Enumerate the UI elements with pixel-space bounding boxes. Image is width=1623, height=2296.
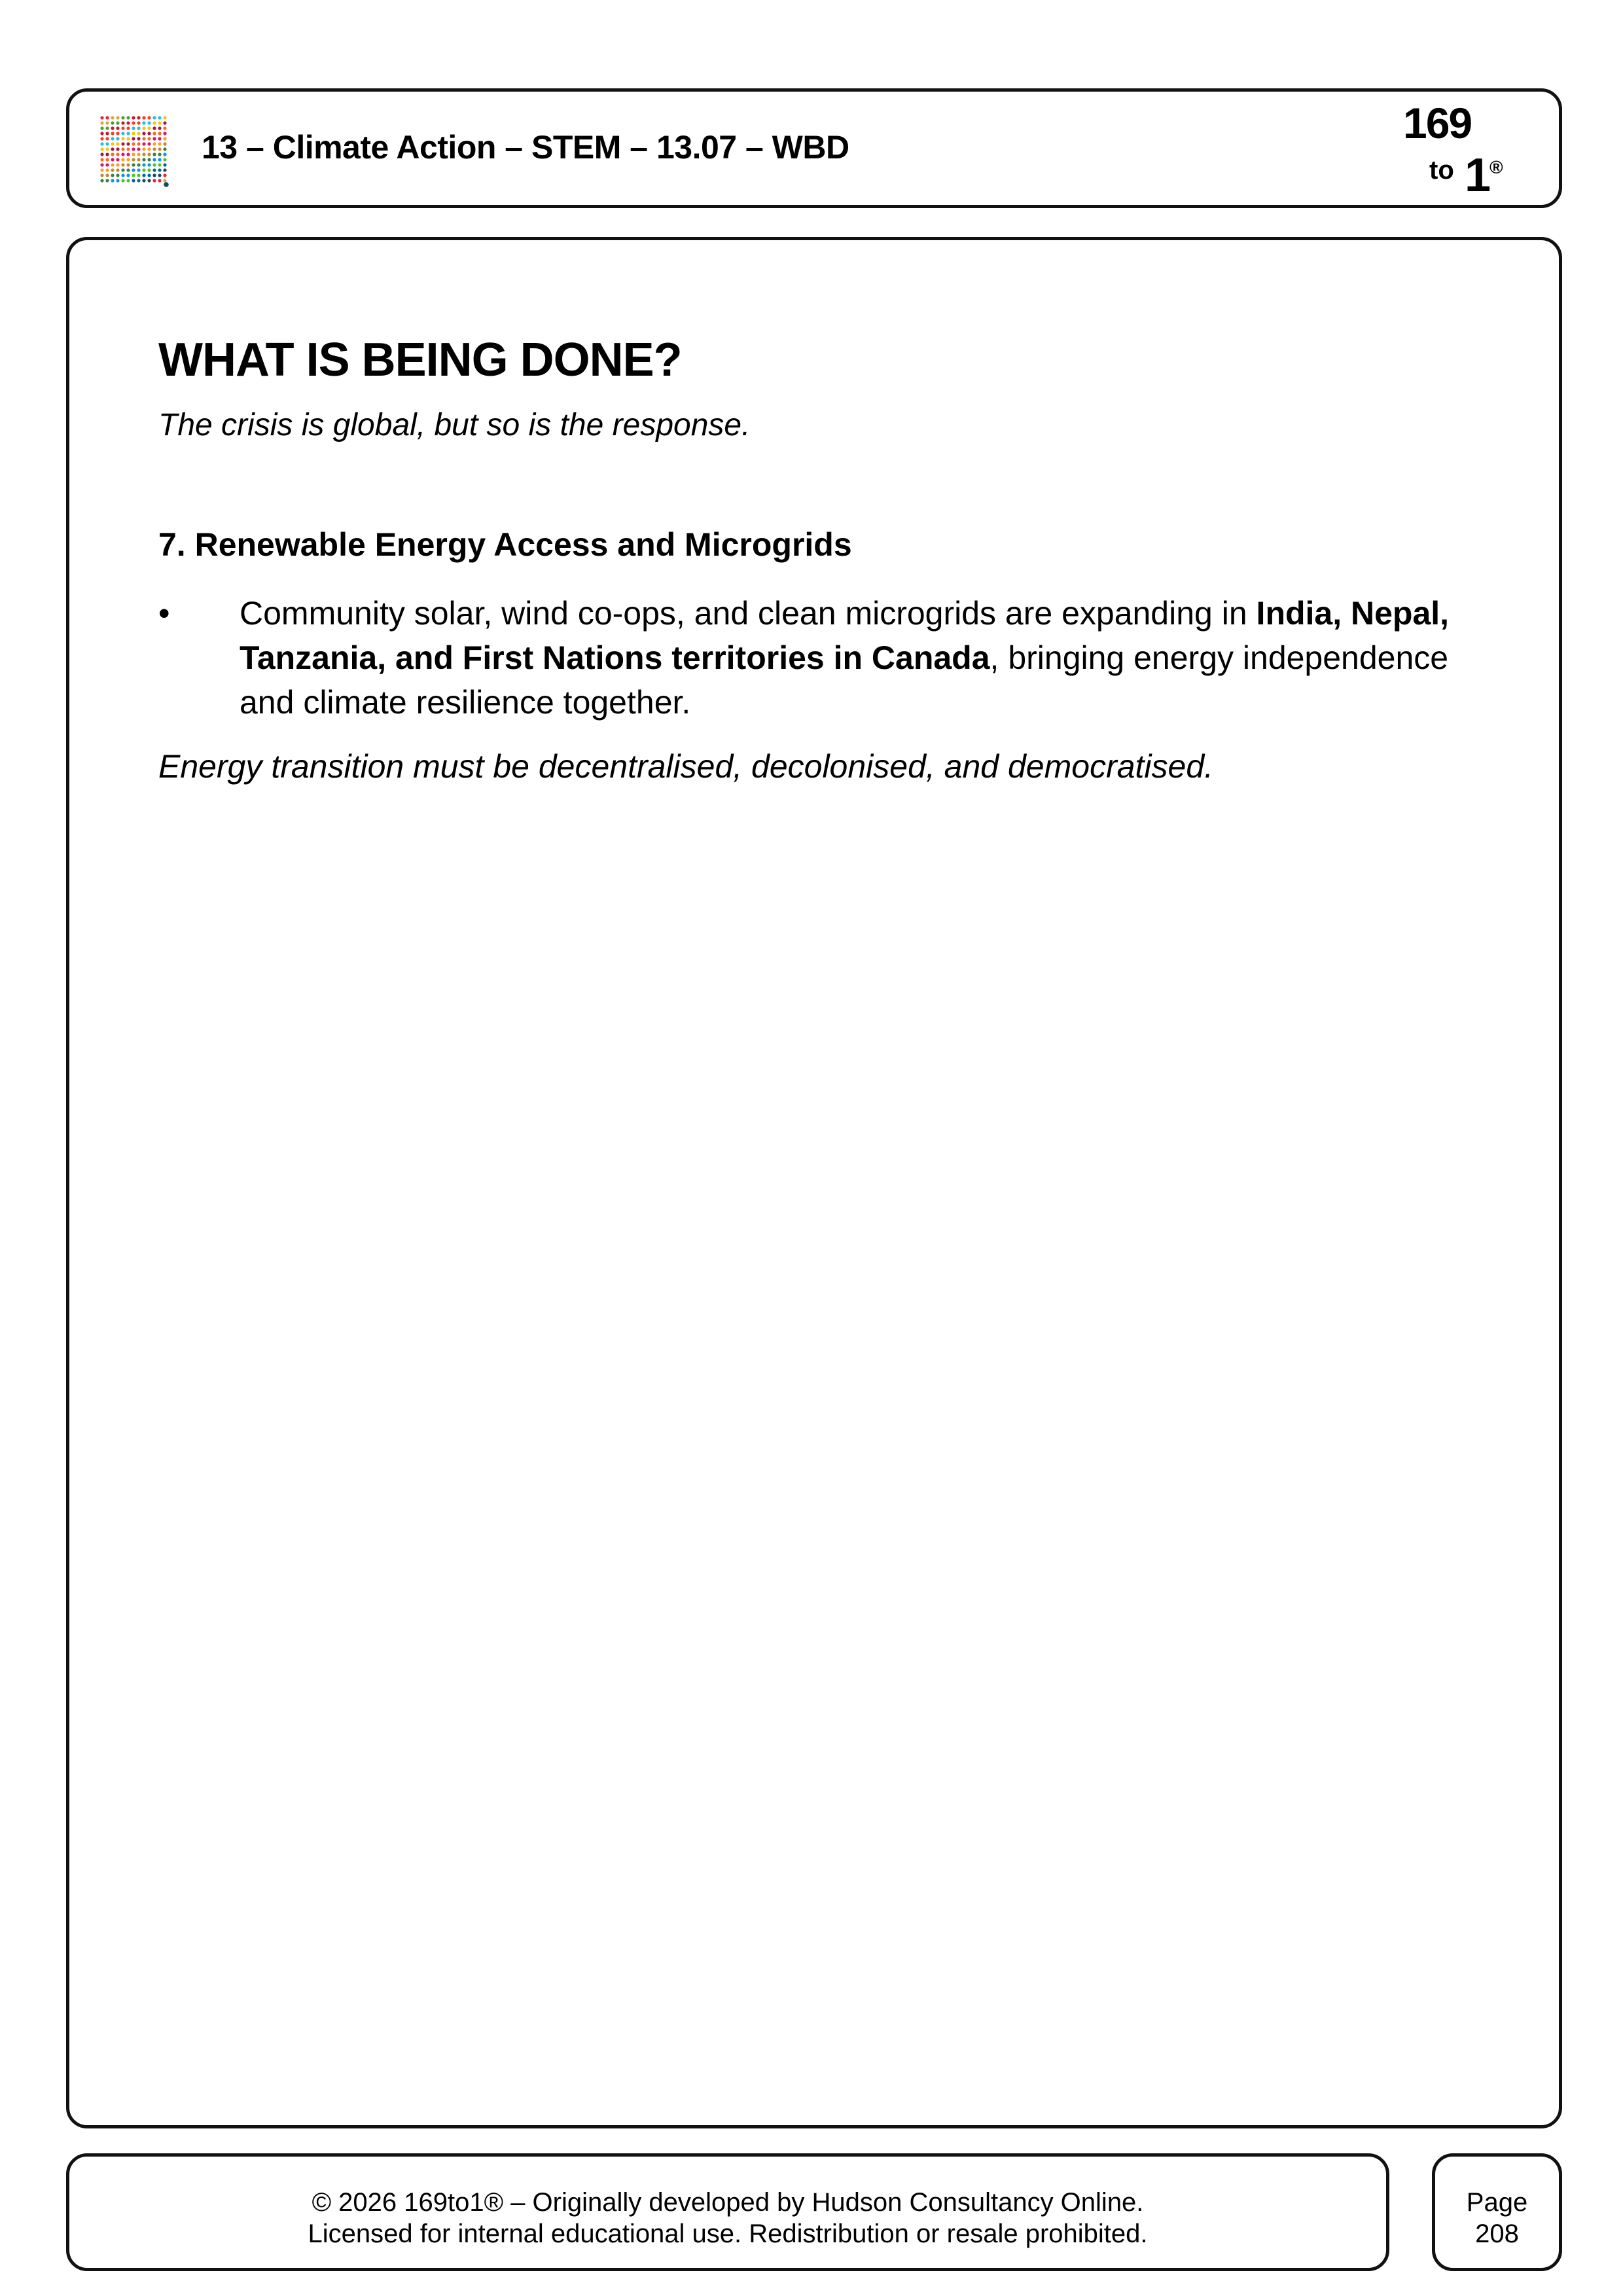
footer xyxy=(66,2153,1389,2271)
brand-one: 1 xyxy=(1465,149,1491,202)
bullet-bold-text: India, Nepal, Tanzania, and First Nations territories in Canada xyxy=(240,594,1450,676)
header-title: 13 – Climate Action – STEM – 13.07 – WBD xyxy=(202,129,849,166)
page-subtitle: The crisis is global, but so is the response. xyxy=(158,408,751,443)
bullet-icon: • xyxy=(158,594,170,632)
closing-note: Energy transition must be decentralised, decolonised, and democratised. xyxy=(158,747,1214,785)
brand-to: to xyxy=(1429,156,1454,185)
page-label: Page xyxy=(1466,2188,1528,2217)
brand-number: 169 xyxy=(1403,99,1472,147)
bullet-text: Community solar, wind co-ops, and clean microgrids are expanding in xyxy=(240,594,1257,632)
brand-registered-mark: ® xyxy=(1489,157,1503,177)
bullet-list xyxy=(158,591,1480,725)
footer-text xyxy=(69,2187,1386,2250)
bullet-text-end: , bringing energy independence and climate resilience together. xyxy=(240,639,1449,721)
content-body xyxy=(158,332,1480,788)
section-heading: 7. Renewable Energy Access and Microgrids xyxy=(158,526,852,563)
page-number: 208 xyxy=(1475,2219,1519,2248)
page-number-box xyxy=(1432,2153,1562,2271)
page-title: WHAT IS BEING DONE? xyxy=(158,334,682,386)
dot-grid-logo-icon xyxy=(98,114,170,187)
copyright-line: © 2026 169to1® – Originally developed by Hudson Consultancy Online. xyxy=(312,2188,1144,2217)
content-panel xyxy=(66,237,1562,2128)
license-line: Licensed for internal educational use. Redistribution or resale prohibited. xyxy=(308,2219,1148,2248)
list-item xyxy=(158,591,1480,725)
page-header xyxy=(66,88,1562,208)
